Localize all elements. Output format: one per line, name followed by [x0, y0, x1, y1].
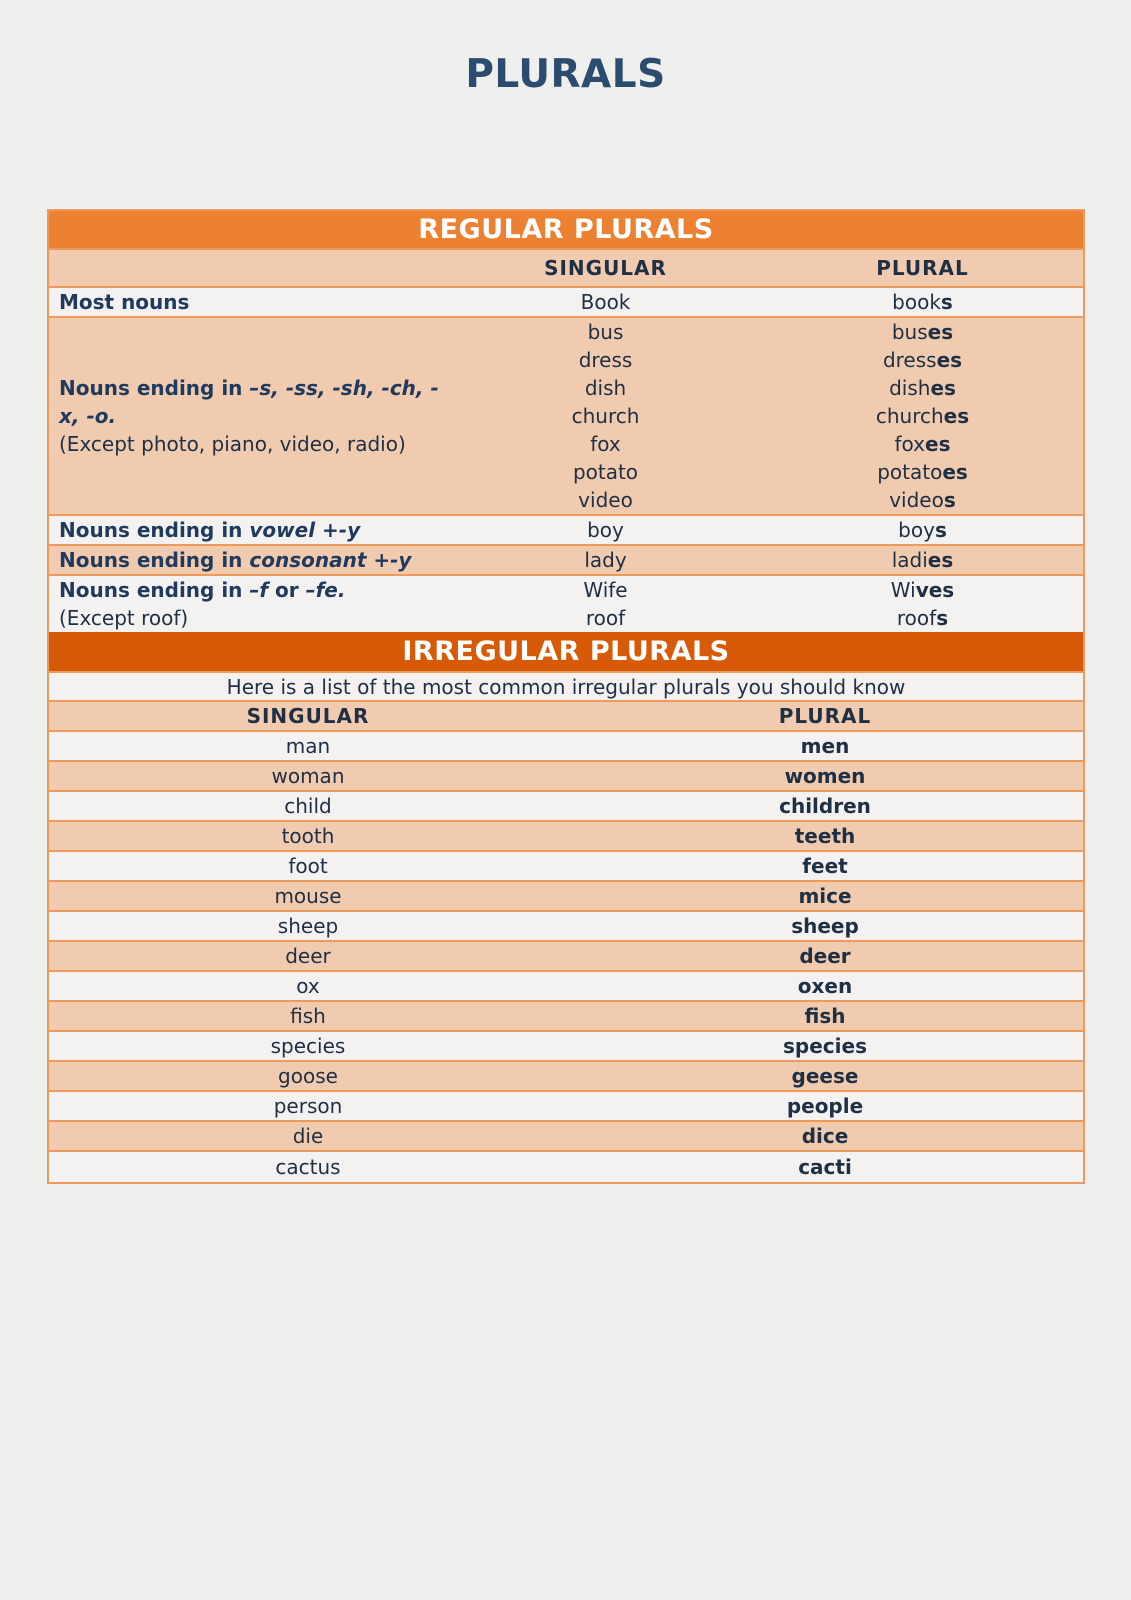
page-title: PLURALS	[465, 52, 666, 97]
plurals-table	[47, 209, 1085, 1184]
plural-suffix: es	[942, 460, 968, 484]
plural-word	[762, 486, 1083, 514]
plural-suffix: es	[943, 404, 970, 428]
rule-label-part: +-y	[366, 548, 412, 572]
plural-suffix: s	[943, 488, 956, 512]
irregular-banner-text: IRREGULAR PLURALS	[402, 635, 730, 667]
irregular-plural: cacti	[798, 1155, 852, 1179]
regular-rule-row	[49, 318, 1083, 516]
plural-stem: bus	[891, 320, 928, 344]
rule-label	[59, 546, 449, 574]
plural-suffix: es	[925, 432, 951, 456]
plural-stem: ladi	[891, 548, 928, 572]
irregular-row	[49, 1122, 1083, 1152]
rule-label	[59, 374, 449, 430]
rule-exception-note: (Except roof)	[59, 606, 189, 630]
singular-list	[449, 516, 762, 544]
singular-word: roof	[585, 606, 626, 630]
plural-stem: fox	[894, 432, 926, 456]
plural-word	[762, 546, 1083, 574]
plural-stem: potato	[877, 460, 943, 484]
plural-suffix: s	[934, 518, 947, 542]
plural-word	[762, 374, 1083, 402]
irregular-row	[49, 822, 1083, 852]
plural-list	[762, 576, 1083, 632]
irregular-plural: teeth	[794, 824, 856, 848]
rule-description	[49, 546, 449, 574]
rule-label-part: vowel	[249, 518, 316, 542]
regular-rule-row	[49, 288, 1083, 318]
plural-stem: book	[892, 290, 941, 314]
irregular-plural: mice	[798, 884, 852, 908]
irregular-singular: deer	[285, 944, 331, 968]
irregular-plural: sheep	[791, 914, 859, 938]
irregular-intro-text: Here is a list of the most common irregular plurals you should know	[226, 674, 906, 699]
plural-stem: Wi	[890, 578, 916, 602]
irregular-row	[49, 1152, 1083, 1182]
irregular-plural: people	[786, 1094, 864, 1118]
singular-word: lady	[584, 548, 627, 572]
rule-label-part: –f	[249, 578, 269, 602]
irregular-singular: woman	[271, 764, 345, 788]
irregular-header-singular: SINGULAR	[246, 704, 370, 728]
rule-label	[59, 516, 449, 544]
irregular-singular: cactus	[275, 1155, 341, 1179]
irregular-plural: children	[779, 794, 871, 818]
rule-description	[49, 516, 449, 544]
irregular-row	[49, 942, 1083, 972]
irregular-row	[49, 852, 1083, 882]
irregular-row	[49, 972, 1083, 1002]
rule-label-part: Nouns ending in	[59, 376, 250, 400]
plural-stem: boy	[898, 518, 935, 542]
regular-rule-row	[49, 546, 1083, 576]
irregular-row	[49, 882, 1083, 912]
regular-header-row	[49, 250, 1083, 288]
singular-word: dish	[584, 376, 627, 400]
regular-banner-text: REGULAR PLURALS	[418, 213, 714, 245]
plural-word	[762, 458, 1083, 486]
irregular-singular: sheep	[277, 914, 339, 938]
rule-description	[49, 318, 449, 514]
rule-label	[59, 288, 449, 316]
plural-word	[762, 318, 1083, 346]
plural-stem: roof	[896, 606, 937, 630]
irregular-plural: fish	[804, 1004, 846, 1028]
singular-word: potato	[572, 460, 639, 484]
irregular-plurals-banner	[49, 632, 1083, 673]
irregular-row	[49, 1032, 1083, 1062]
irregular-row	[49, 1062, 1083, 1092]
irregular-plural: species	[783, 1034, 867, 1058]
singular-list	[449, 288, 762, 316]
irregular-plural: men	[800, 734, 850, 758]
plural-word	[762, 346, 1083, 374]
plural-list	[762, 318, 1083, 514]
irregular-singular: species	[270, 1034, 346, 1058]
plural-list	[762, 546, 1083, 574]
plural-suffix: es	[927, 548, 954, 572]
plural-word	[762, 402, 1083, 430]
regular-header-plural: PLURAL	[876, 256, 969, 280]
singular-word: Wife	[583, 578, 628, 602]
irregular-plural: dice	[801, 1124, 849, 1148]
regular-rule-row	[49, 516, 1083, 546]
irregular-row	[49, 792, 1083, 822]
irregular-singular: foot	[288, 854, 328, 878]
irregular-plural: women	[784, 764, 866, 788]
irregular-intro-row	[49, 673, 1083, 702]
singular-list	[449, 576, 762, 632]
rule-label-part: or	[268, 578, 306, 602]
irregular-row	[49, 912, 1083, 942]
rule-label	[59, 576, 449, 604]
irregular-singular: fish	[290, 1004, 326, 1028]
regular-plurals-banner	[49, 211, 1083, 250]
rule-label-part: Nouns ending in	[59, 578, 250, 602]
regular-header-singular: SINGULAR	[544, 256, 667, 280]
singular-word: dress	[578, 348, 633, 372]
singular-word: bus	[587, 320, 624, 344]
plural-suffix: es	[927, 320, 954, 344]
rule-label-part: –fe.	[305, 578, 346, 602]
singular-word: Book	[580, 290, 631, 314]
regular-rule-row	[49, 576, 1083, 632]
irregular-plural: deer	[799, 944, 851, 968]
plural-stem: dish	[889, 376, 931, 400]
rule-exception-note: (Except photo, piano, video, radio)	[59, 432, 406, 456]
irregular-plural: geese	[791, 1064, 859, 1088]
irregular-singular: die	[292, 1124, 324, 1148]
irregular-plural: feet	[802, 854, 848, 878]
singular-list	[449, 318, 762, 514]
plural-suffix: s	[940, 290, 953, 314]
plural-suffix: es	[930, 376, 956, 400]
rule-label-part: consonant	[249, 548, 367, 572]
plural-stem: church	[875, 404, 944, 428]
regular-rules	[49, 288, 1083, 632]
irregular-singular: man	[285, 734, 331, 758]
plural-word	[762, 430, 1083, 458]
singular-word: boy	[587, 518, 624, 542]
plural-suffix: s	[936, 606, 949, 630]
irregular-row	[49, 732, 1083, 762]
plural-list	[762, 516, 1083, 544]
rule-description	[49, 288, 449, 316]
singular-word: fox	[590, 432, 621, 456]
singular-word: video	[578, 488, 633, 512]
rule-label-part: –s, -ss, -sh, -ch, -x, -o.	[59, 376, 439, 428]
irregular-rows	[49, 732, 1083, 1182]
plural-word	[762, 604, 1083, 632]
irregular-row	[49, 1092, 1083, 1122]
irregular-plural: oxen	[797, 974, 853, 998]
plural-suffix: ves	[915, 578, 955, 602]
plural-list	[762, 288, 1083, 316]
plural-word	[762, 576, 1083, 604]
singular-word: church	[571, 404, 640, 428]
irregular-header-row	[49, 702, 1083, 732]
irregular-singular: ox	[296, 974, 320, 998]
irregular-header-plural: PLURAL	[778, 704, 872, 728]
plural-stem: dress	[882, 348, 937, 372]
irregular-singular: person	[273, 1094, 343, 1118]
plural-word	[762, 516, 1083, 544]
plural-stem: video	[889, 488, 944, 512]
irregular-singular: goose	[278, 1064, 338, 1088]
irregular-row	[49, 762, 1083, 792]
rule-label-part: Nouns ending in	[59, 548, 250, 572]
rule-label-part: Nouns ending in	[59, 518, 250, 542]
irregular-singular: mouse	[274, 884, 342, 908]
plural-word	[762, 288, 1083, 316]
plural-suffix: es	[936, 348, 963, 372]
rule-label-part: Most nouns	[59, 290, 190, 314]
irregular-singular: tooth	[281, 824, 335, 848]
rule-description	[49, 576, 449, 632]
irregular-singular: child	[284, 794, 332, 818]
rule-label-part: +-y	[315, 518, 361, 542]
irregular-row	[49, 1002, 1083, 1032]
singular-list	[449, 546, 762, 574]
